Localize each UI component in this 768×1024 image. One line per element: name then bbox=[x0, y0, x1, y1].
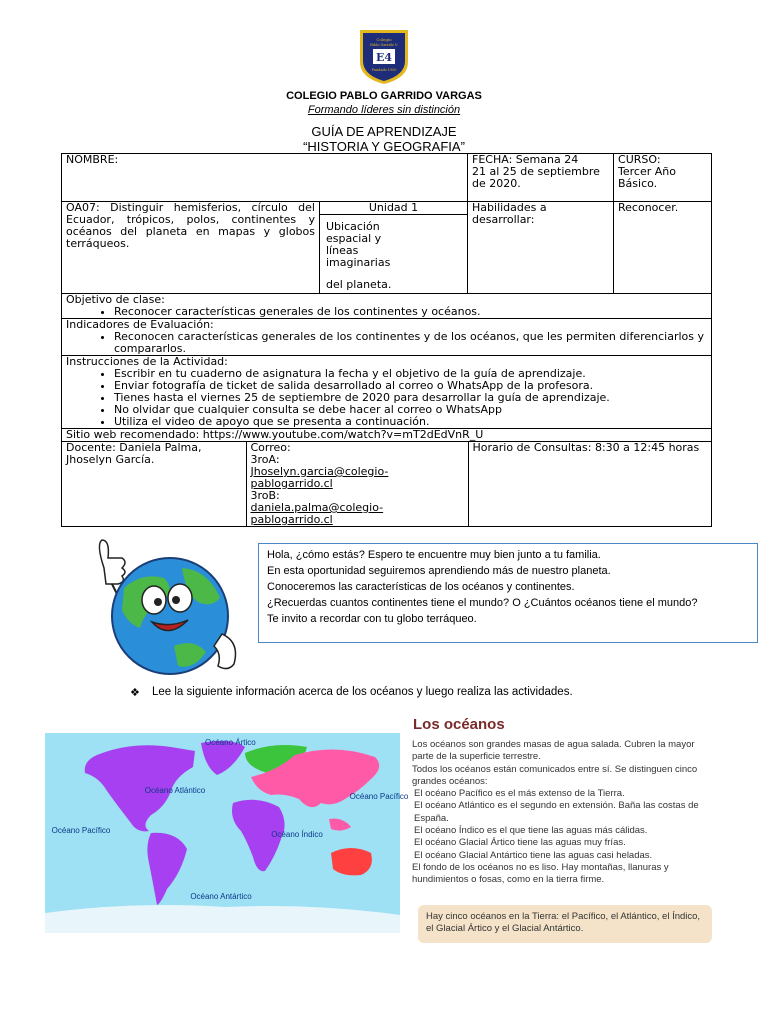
email-3b-link[interactable]: daniela.palma@colegio-pablogarrido.cl bbox=[250, 501, 384, 526]
email-3a-link[interactable]: Jhoselyn.garcia@colegio-pablogarrido.cl bbox=[250, 465, 389, 490]
teacher-label: Docente: bbox=[66, 441, 116, 454]
oceans-description bbox=[412, 739, 715, 887]
school-name: COLEGIO PABLO GARRIDO VARGAS bbox=[286, 90, 482, 102]
instruction-item: • Utiliza el video de apoyo que se presenta a continuación. bbox=[114, 416, 707, 428]
greeting-line: En esta oportunidad seguiremos aprendiendo más de nuestro planeta. bbox=[267, 565, 611, 577]
unit-description-2: del planeta. bbox=[326, 278, 392, 291]
instructions-cell bbox=[62, 356, 712, 429]
date-cell bbox=[468, 154, 614, 202]
email-3b-label: 3roB: bbox=[250, 489, 280, 502]
oceans-item: El océano Atlántico es el segundo en extensión. Baña las costas de España. bbox=[414, 800, 699, 824]
email-3a-label: 3roA: bbox=[250, 453, 280, 466]
greeting-line: Te invito a recordar con tu globo terráqueo. bbox=[267, 613, 477, 625]
course-label: CURSO: bbox=[618, 153, 661, 166]
instruction-item: • Escribir en tu cuaderno de asignatura la fecha y el objetivo de la guía de aprendizaje. bbox=[114, 368, 707, 380]
course-cell bbox=[614, 154, 712, 202]
unit-cell bbox=[320, 202, 468, 294]
school-crest-logo bbox=[358, 28, 410, 86]
greeting-line: Hola, ¿cómo estás? Espero te encuentre muy bien junto a tu familia. bbox=[267, 549, 601, 561]
oceans-item: El océano Glacial Ártico tiene las aguas muy frías. bbox=[414, 837, 626, 849]
map-label-arctic: Océano Ártico bbox=[205, 738, 256, 747]
email-label: Correo: bbox=[250, 441, 291, 454]
unit-description: Ubicación espacial y líneas imaginarias bbox=[326, 220, 391, 269]
guide-subject: “HISTORIA Y GEOGRAFIA” bbox=[303, 139, 465, 154]
map-label-pacific-east: Océano Pacífico bbox=[349, 792, 409, 801]
instruction-item: • Tienes hasta el viernes 25 de septiembre de 2020 para desarrollar la guía de aprendizaje. bbox=[114, 392, 707, 404]
greeting-message-box bbox=[258, 543, 758, 643]
learning-objective-oa: OA07: Distinguir hemisferios, círculo del Ecuador, trópicos, polos, continentes y océanos del planeta en mapas y globos terráqueos. bbox=[62, 202, 320, 294]
earth-mascot-illustration bbox=[82, 538, 252, 680]
oceans-summary-box: Hay cinco océanos en la Tierra: el Pacífico, el Atlántico, el Índico, el Glacial Ártico y el Glacial Antártico. bbox=[418, 905, 712, 943]
diamond-bullet-icon: ❖ bbox=[130, 686, 140, 699]
map-label-atlantic: Océano Atlántico bbox=[144, 786, 206, 795]
crest-text-3: E4 bbox=[375, 51, 393, 64]
guide-info-table bbox=[61, 153, 712, 527]
date-label: FECHA: Semana 24 bbox=[472, 153, 579, 166]
world-oceans-map bbox=[45, 733, 409, 933]
instruction-item: • No olvidar que cualquier consulta se debe hacer al correo o WhatsApp bbox=[114, 404, 707, 416]
name-cell[interactable] bbox=[62, 154, 468, 202]
indicators-cell bbox=[62, 319, 712, 356]
unit-label: Unidad 1 bbox=[320, 202, 467, 215]
indicators-label: Indicadores de Evaluación: bbox=[66, 318, 214, 331]
oceans-paragraph: El fondo de los océanos no es liso. Hay montañas, llanuras y hundimientos o fosas, como en la tierra firme. bbox=[412, 861, 669, 886]
crest-text-2: Pablo Garrido V. bbox=[370, 43, 398, 47]
map-label-indian: Océano Índico bbox=[271, 830, 323, 839]
crest-text-1: Colegio bbox=[376, 37, 392, 42]
email-cell bbox=[246, 442, 468, 526]
oceans-item: El océano Índico es el que tiene las aguas más cálidas. bbox=[414, 825, 648, 837]
teacher-cell bbox=[62, 442, 246, 526]
class-objective-cell bbox=[62, 294, 712, 319]
office-hours: Horario de Consultas: 8:30 a 12:45 horas bbox=[472, 441, 700, 454]
date-detail: 21 al 25 de septiembre de 2020. bbox=[472, 165, 600, 190]
recommended-website[interactable]: Sitio web recomendado: https://www.youtube.com/watch?v=mT2dEdVnR_U bbox=[62, 429, 712, 442]
guide-title: GUÍA DE APRENDIZAJE bbox=[311, 124, 457, 139]
oceans-item: El océano Pacífico es el más extenso de la Tierra. bbox=[414, 788, 625, 800]
skills-value: Reconocer. bbox=[614, 202, 712, 294]
teacher-names: Daniela Palma, Jhoselyn García. bbox=[66, 441, 202, 466]
class-objective-item: • Reconocer características generales de los continentes y océanos. bbox=[114, 306, 707, 318]
name-label: NOMBRE: bbox=[66, 153, 119, 166]
oceans-paragraph: Todos los océanos están comunicados entre sí. Se distinguen cinco grandes océanos: bbox=[412, 763, 698, 787]
skills-label: Habilidades a desarrollar: bbox=[468, 202, 614, 294]
crest-text-4: Fundado 1950 bbox=[371, 68, 397, 72]
oceans-item: El océano Glacial Antártico tiene las aguas casi heladas. bbox=[414, 849, 653, 861]
oceans-section-title: Los océanos bbox=[413, 716, 505, 733]
instructions-label: Instrucciones de la Actividad: bbox=[66, 355, 228, 368]
oceans-paragraph: Los océanos son grandes masas de agua salada. Cubren la mayor parte de la superficie terrestre. bbox=[412, 739, 695, 763]
map-label-pacific-west: Océano Pacífico bbox=[51, 826, 111, 835]
greeting-line: ¿Recuerdas cuantos continentes tiene el mundo? O ¿Cuántos océanos tiene el mundo? bbox=[267, 597, 698, 609]
course-value: Tercer Año Básico. bbox=[618, 165, 676, 190]
greeting-line: Conoceremos las características de los océanos y continentes. bbox=[267, 581, 575, 593]
reading-instruction: Lee la siguiente información acerca de los océanos y luego realiza las actividades. bbox=[152, 686, 573, 698]
school-motto: Formando líderes sin distinción bbox=[307, 104, 461, 116]
instruction-item: • Enviar fotografía de ticket de salida desarrollado al correo o WhatsApp de la profesora. bbox=[114, 380, 707, 392]
map-label-antarctic: Océano Antártico bbox=[190, 892, 252, 901]
class-objective-label: Objetivo de clase: bbox=[66, 293, 165, 306]
indicator-item: • Reconocen características generales de los continentes y de los océanos, que les permiten diferenciarlos y compararlos. bbox=[114, 331, 707, 355]
